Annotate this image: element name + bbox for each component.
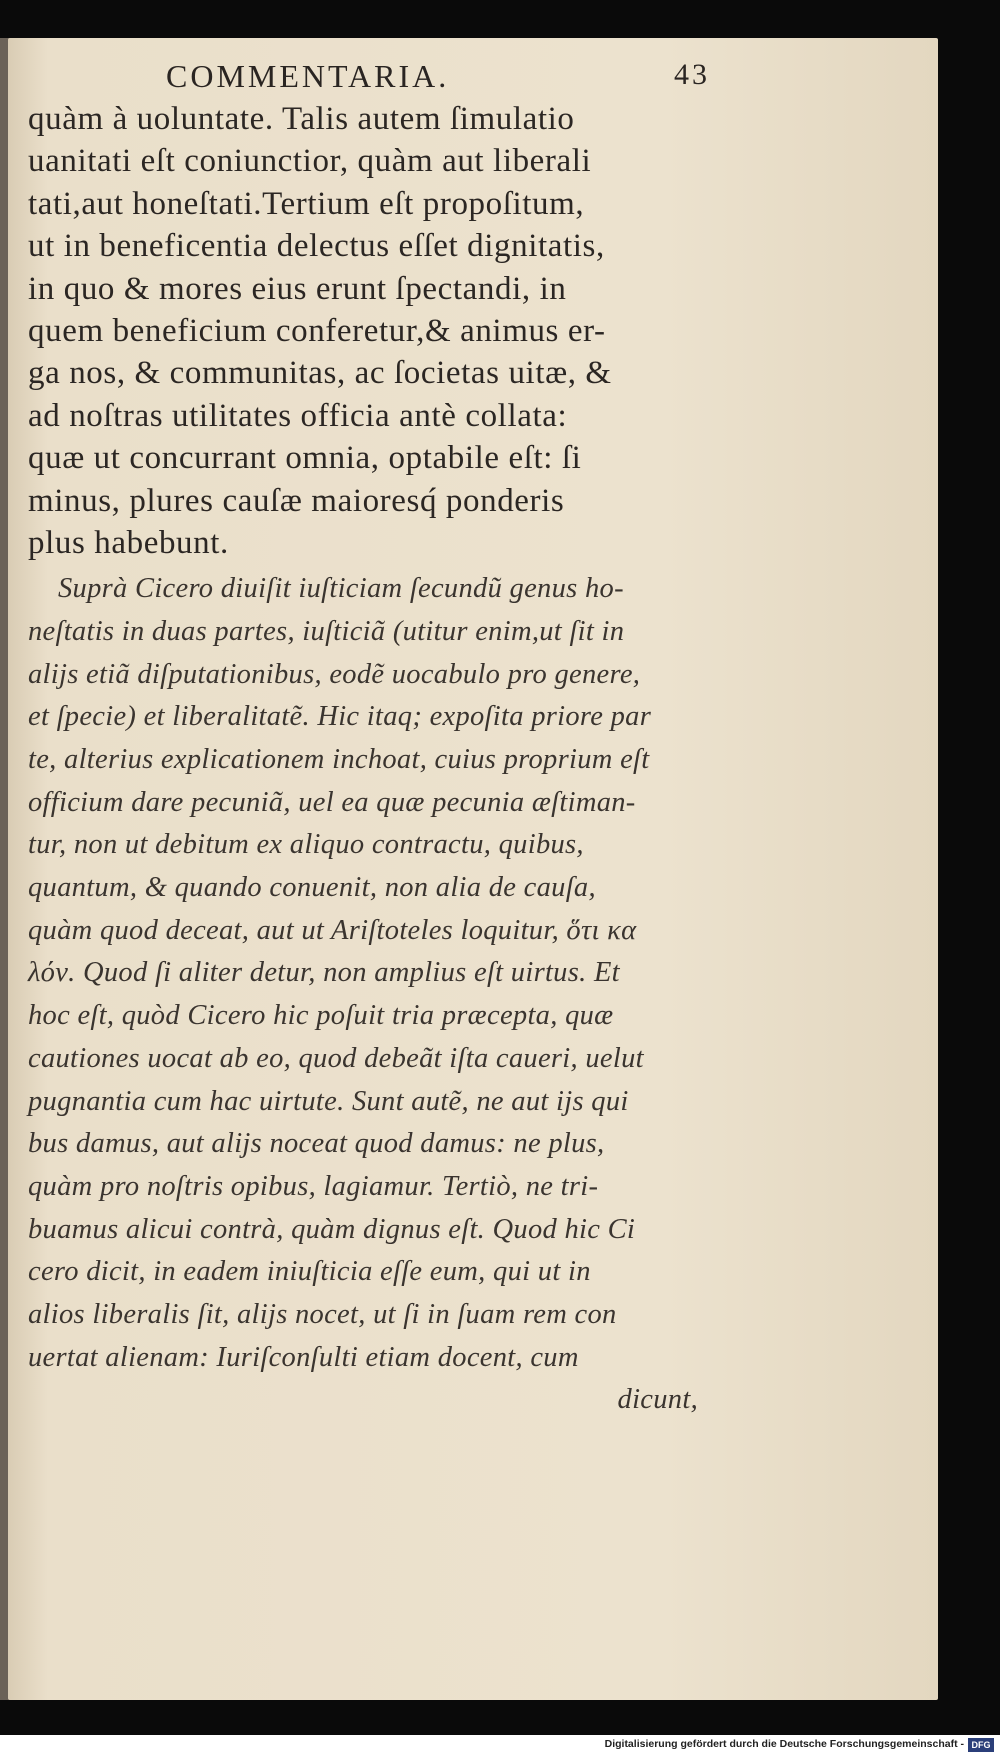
text-line: quæ ut concurrant omnia, optabile eſt: ſi	[28, 440, 582, 477]
text-line: tur, non ut debitum ex aliquo contractu, quibus,	[28, 829, 584, 861]
catchword: dicunt,	[617, 1384, 698, 1416]
text-line: bus damus, aut alijs noceat quod damus: ne plus,	[28, 1128, 605, 1160]
text-line: quàm pro noſtris opibus, lagiamur. Tertiò, ne tri-	[28, 1170, 599, 1202]
text-line: uanitati eſt coniunctior, quàm aut liberali	[28, 143, 592, 180]
text-line: quàm à uoluntate. Talis autem ſimulatio	[28, 101, 575, 137]
text-line: officium dare pecuniã, uel ea quæ pecunia æſtiman-	[28, 786, 636, 818]
text-line: plus habebunt.	[28, 524, 229, 561]
text-line: ga nos, & communitas, ac ſocietas uitæ, &	[28, 355, 612, 392]
italic-commentary-block	[28, 568, 698, 1422]
text-line: Suprà Cicero diuiſit iuſticiam ſecundũ genus ho-	[58, 573, 624, 605]
page-number: 43	[674, 58, 710, 91]
text-line: buamus alicui contrà, quàm dignus eſt. Quod hic Ci	[28, 1213, 636, 1245]
text-line: pugnantia cum hac uirtute. Sunt autẽ, ne aut ijs qui	[28, 1085, 629, 1117]
text-line: ad noſtras utilitates officia antè collata:	[28, 397, 568, 434]
text-line: cero dicit, in eadem iniuſticia eſſe eum, qui ut in	[28, 1256, 591, 1288]
text-line: cautiones uocat ab eo, quod debeãt iſta caueri, uelut	[28, 1042, 644, 1074]
funding-credit: Digitalisierung gefördert durch die Deutsche Forschungsgemeinschaft -	[604, 1738, 964, 1750]
text-line: hoc eſt, quòd Cicero hic poſuit tria præcepta, quæ	[28, 1000, 614, 1032]
text-line: tati,aut honeſtati.Tertium eſt propoſitum,	[28, 185, 585, 222]
dfg-logo-icon: DFG	[968, 1738, 994, 1752]
text-line: quantum, & quando conuenit, non alia de cauſa,	[28, 872, 596, 904]
text-line: alijs etiã diſputationibus, eodẽ uocabulo pro genere,	[28, 658, 641, 690]
text-line: λόν. Quod ſi aliter detur, non amplius eſt uirtus. Et	[28, 957, 620, 989]
text-line: in quo & mores eius erunt ſpectandi, in	[28, 270, 567, 307]
page-header	[40, 58, 710, 98]
text-line: minus, plures cauſæ maioresq́ ponderis	[28, 482, 565, 519]
text-line: uertat alienam: Iuriſconſulti etiam docent, cum	[28, 1341, 579, 1373]
text-line: et ſpecie) et liberalitatẽ. Hic itaq; expoſita priore par	[28, 701, 652, 733]
text-line: alios liberalis ſit, alijs nocet, ut ſi in ſuam rem con	[28, 1298, 617, 1330]
page-body	[28, 98, 698, 1422]
text-line: quàm quod deceat, aut ut Ariſtoteles loquitur, ὅτι κα	[28, 914, 637, 946]
roman-text-block	[28, 98, 698, 564]
text-line: quem beneficium conferetur,& animus er-	[28, 312, 606, 349]
running-title: COMMENTARIA.	[166, 58, 450, 94]
text-line: neſtatis in duas partes, iuſticiã (utitur enim,ut ſit in	[28, 615, 625, 647]
text-line: te, alterius explicationem inchoat, cuius proprium eſt	[28, 744, 650, 776]
text-line: ut in beneficentia delectus eſſet dignitatis,	[28, 228, 605, 265]
